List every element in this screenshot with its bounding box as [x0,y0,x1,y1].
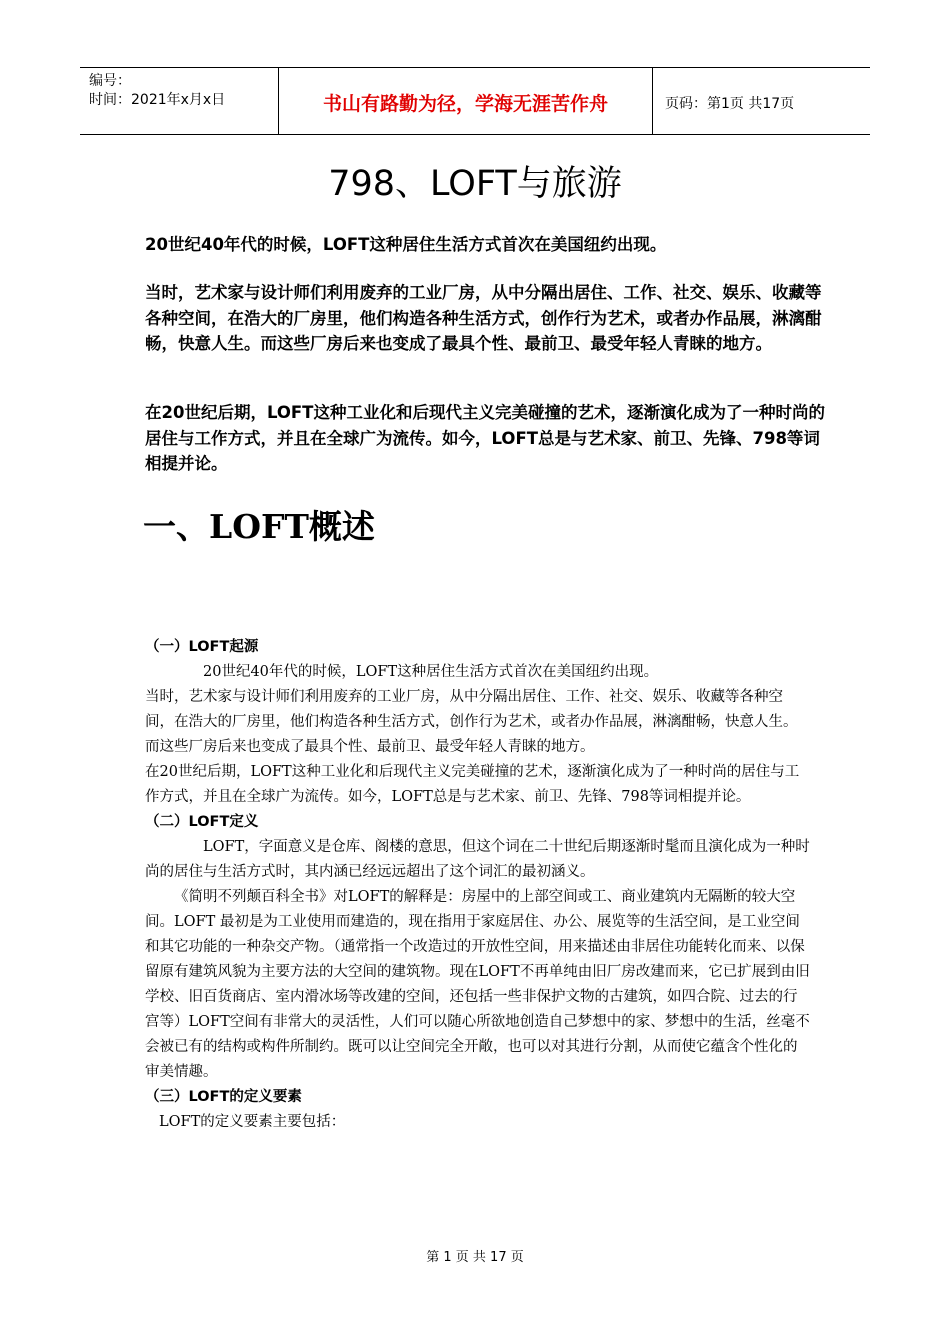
header-page-label: 页码：第1页 共17页 [665,95,795,112]
header-meta [80,68,279,134]
intro-paragraph-3: 在20世纪后期，LOFT这种工业化和后现代主义完美碰撞的艺术，逐渐演化成为了一种时尚的居住与工作方式，并且在全球广为流传。如今，LOFT总是与艺术家、前卫、先锋、798等词相提并论。 [145,403,825,473]
chapter-heading: 一、LOFT概述 [143,507,375,546]
page-footer: 第 1 页 共 17 页 [426,1250,524,1265]
header-time: 时间：2021年x月x日 [89,92,226,108]
document-header [80,67,870,135]
header-number: 编号： [89,73,131,89]
origin-paragraph-3: 在20世纪后期，LOFT这种工业化和后现代主义完美碰撞的艺术，逐渐演化成为了一种时尚的居住与工作方式，并且在全球广为流传。如今，LOFT总是与艺术家、前卫、先锋、798等词相提并论。 [145,764,800,805]
document-title: 798、LOFT与旅游 [328,164,622,204]
definition-paragraph-2: 《简明不列颠百科全书》对LOFT的解释是：房屋中的上部空间或工、商业建筑内无隔断的较大空间。LOFT 最初是为工业使用而建造的，现在指用于家庭居住、办公、展览等的生活空间，是工业空间和其它功能的一种杂交产物。（通常指一个改造过的开放性空间，用来描述由非居住功能转化而来、以保留原有建筑风貌为主要方法的大空间的建筑物。现在LOFT不再单纯由旧厂房改建而来，它已扩展到由旧学校、旧百货商店、室内滑冰场等改建的空间，还包括一些非保护文物的古建筑，如四合院、过去的行宫等）LOFT空间有非常大的灵活性，人们可以随心所欲地创造自己梦想中的家、梦想中的生活，丝毫不会被已有的结构或构件所制约。既可以让空间完全开敞，也可以对其进行分割，从而使它蕴含个性化的审美情趣。 [145,889,810,1080]
origin-paragraph-2: 当时，艺术家与设计师们利用废弃的工业厂房，从中分隔出居住、工作、社交、娱乐、收藏等各种空间，在浩大的厂房里，他们构造各种生活方式，创作行为艺术，或者办作品展，淋漓酣畅，快意人生。而这些厂房后来也变成了最具个性、最前卫、最受年轻人青睐的地方。 [145,689,798,755]
elements-paragraph-1: LOFT的定义要素主要包括： [159,1114,346,1130]
body-text [145,635,810,1135]
intro-paragraph-2: 当时，艺术家与设计师们利用废弃的工业厂房，从中分隔出居住、工作、社交、娱乐、收藏等各种空间，在浩大的厂房里，他们构造各种生活方式，创作行为艺术，或者办作品展，淋漓酣畅，快意人生。而这些厂房后来也变成了最具个性、最前卫、最受年轻人青睐的地方。 [145,283,822,353]
origin-paragraph-1: 20世纪40年代的时候，LOFT这种居住生活方式首次在美国纽约出现。 [203,664,659,680]
section-title-definition: （二）LOFT定义 [145,814,259,830]
section-title-elements: （三）LOFT的定义要素 [145,1089,302,1105]
intro-paragraph-1: 20世纪40年代的时候，LOFT这种居住生活方式首次在美国纽约出现。 [145,235,667,254]
section-title-origin: （一）LOFT起源 [145,639,259,655]
definition-paragraph-1: LOFT，字面意义是仓库、阁楼的意思，但这个词在二十世纪后期逐渐时髦而且演化成为一种时尚的居住与生活方式时，其内涵已经远远超出了这个词汇的最初涵义。 [145,839,810,880]
header-slogan: 书山有路勤为径，学海无涯苦作舟 [279,68,653,134]
